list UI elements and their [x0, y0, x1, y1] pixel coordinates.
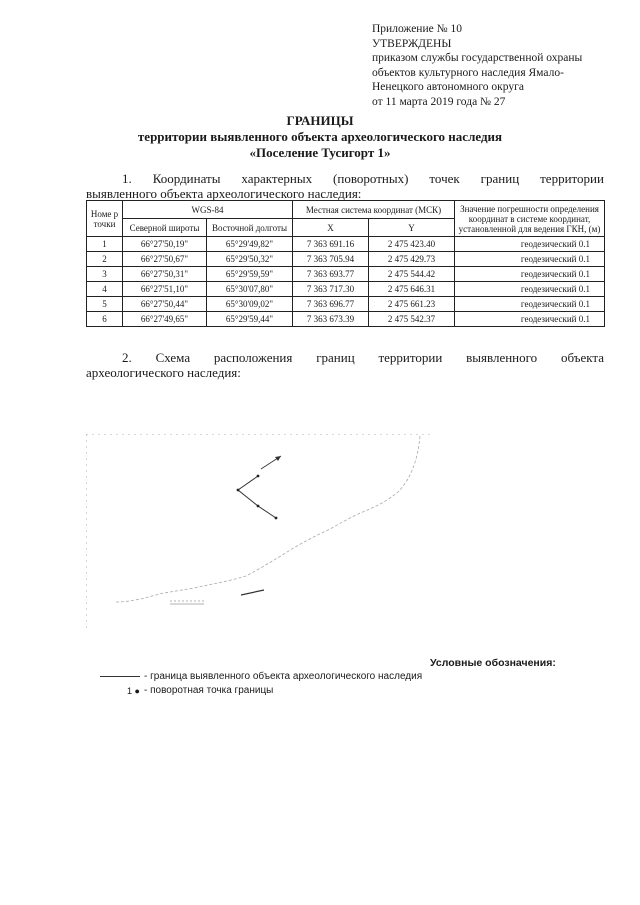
word: объекта [560, 350, 604, 365]
header-north: Северной широты [123, 219, 207, 237]
cell-point-no: 3 [87, 267, 123, 282]
appendix-number: Приложение № 10 [372, 23, 462, 35]
section-2-second-line: археологического наследия: [86, 365, 241, 380]
legend-item-point [100, 685, 273, 696]
word: характерных [241, 171, 313, 186]
header-accuracy: Значение погрешности определения координат в системе координат, установленной для ведения ГКН, (м) [455, 201, 605, 237]
table-row [87, 237, 605, 252]
map-frame [86, 434, 432, 632]
approved-label: УТВЕРЖДЕНЫ [372, 37, 452, 50]
cell-y: 2 475 661.23 [369, 297, 455, 312]
cell-lon: 65°29'59,59" [207, 267, 293, 282]
section-2-first-line [86, 350, 604, 365]
boundary-scheme-map [86, 434, 432, 632]
cell-accuracy: геодезический 0.1 [455, 297, 605, 312]
header-wgs: WGS-84 [123, 201, 293, 219]
cell-x: 7 363 691.16 [293, 237, 369, 252]
order-line: приказом службы государственной охраны [372, 52, 583, 65]
cell-y: 2 475 423.40 [369, 237, 455, 252]
cell-accuracy: геодезический 0.1 [455, 312, 605, 327]
cell-accuracy: геодезический 0.1 [455, 267, 605, 282]
cell-point-no: 6 [87, 312, 123, 327]
cell-lat: 66°27'50,67" [123, 252, 207, 267]
boundary-line-icon [100, 676, 140, 677]
word: территории [378, 350, 443, 365]
section-number: 1. [122, 171, 132, 186]
river-line [116, 436, 420, 602]
cell-lon: 65°29'49,82" [207, 237, 293, 252]
legend-item-boundary [100, 671, 422, 682]
table-row [87, 267, 605, 282]
cell-lat: 66°27'50,31" [123, 267, 207, 282]
cell-lat: 66°27'51,10" [123, 282, 207, 297]
table-row [87, 252, 605, 267]
cell-point-no: 4 [87, 282, 123, 297]
section-1-second-line: выявленного объекта археологического наследия: [86, 186, 362, 201]
turning-point-icon: 1 ● [127, 685, 140, 696]
title-subtitle: территории выявленного объекта археологического наследия [137, 129, 503, 144]
header-msk: Местная система координат (МСК) [293, 201, 455, 219]
document-title [0, 113, 640, 161]
cell-x: 7 363 705.94 [293, 252, 369, 267]
cell-lon: 65°30'09,02" [207, 297, 293, 312]
title-heading: ГРАНИЦЫ [286, 113, 354, 128]
legend-label: - граница выявленного объекта археологического наследия [144, 671, 423, 682]
cell-point-no: 2 [87, 252, 123, 267]
section-1-text [86, 171, 604, 201]
table-row [87, 297, 605, 312]
coordinates-table [86, 200, 605, 327]
cell-y: 2 475 429.73 [369, 252, 455, 267]
cell-y: 2 475 646.31 [369, 282, 455, 297]
word: расположения [213, 350, 293, 365]
cell-lon: 65°29'50,32" [207, 252, 293, 267]
turning-points [237, 475, 278, 520]
word: Схема [155, 350, 191, 365]
cell-x: 7 363 693.77 [293, 267, 369, 282]
legend-label: - поворотная точка границы [144, 685, 274, 696]
word: границ [480, 171, 520, 186]
order-line: объектов культурного наследия Ямало- [372, 66, 564, 79]
object-arrow [241, 590, 264, 595]
order-line: Ненецкого автономного округа [372, 81, 524, 94]
word: точек [429, 171, 460, 186]
word: (поворотных) [333, 171, 409, 186]
cell-lat: 66°27'50,44" [123, 297, 207, 312]
table-row [87, 282, 605, 297]
legend-title: Условные обозначения: [430, 657, 556, 669]
cell-x: 7 363 696.77 [293, 297, 369, 312]
north-arrow [261, 456, 281, 469]
order-date: от 11 марта 2019 года № 27 [372, 95, 506, 108]
cell-lon: 65°29'59,44" [207, 312, 293, 327]
word: территории [540, 171, 604, 186]
word: Координаты [152, 171, 221, 186]
cell-lon: 65°30'07,80" [207, 282, 293, 297]
appendix-header [372, 22, 582, 110]
cell-lat: 66°27'49,65" [123, 312, 207, 327]
cell-x: 7 363 717.30 [293, 282, 369, 297]
header-east: Восточной долготы [207, 219, 293, 237]
word: выявленного [466, 350, 538, 365]
cell-y: 2 475 544.42 [369, 267, 455, 282]
cell-lat: 66°27'50,19" [123, 237, 207, 252]
boundary-line [238, 476, 276, 518]
section-number: 2. [122, 350, 132, 365]
header-y: Y [369, 219, 455, 237]
cell-accuracy: геодезический 0.1 [455, 282, 605, 297]
section-2-text [86, 350, 604, 380]
section-1-first-line [86, 171, 604, 186]
header-x: X [293, 219, 369, 237]
scale-bar [170, 601, 204, 604]
header-point-no: Номе р точки [87, 201, 123, 237]
cell-point-no: 1 [87, 237, 123, 252]
cell-y: 2 475 542.37 [369, 312, 455, 327]
object-name: «Поселение Тусигорт 1» [249, 145, 391, 160]
cell-point-no: 5 [87, 297, 123, 312]
cell-x: 7 363 673.39 [293, 312, 369, 327]
word: границ [316, 350, 355, 365]
table-row [87, 312, 605, 327]
cell-accuracy: геодезический 0.1 [455, 252, 605, 267]
cell-accuracy: геодезический 0.1 [455, 237, 605, 252]
